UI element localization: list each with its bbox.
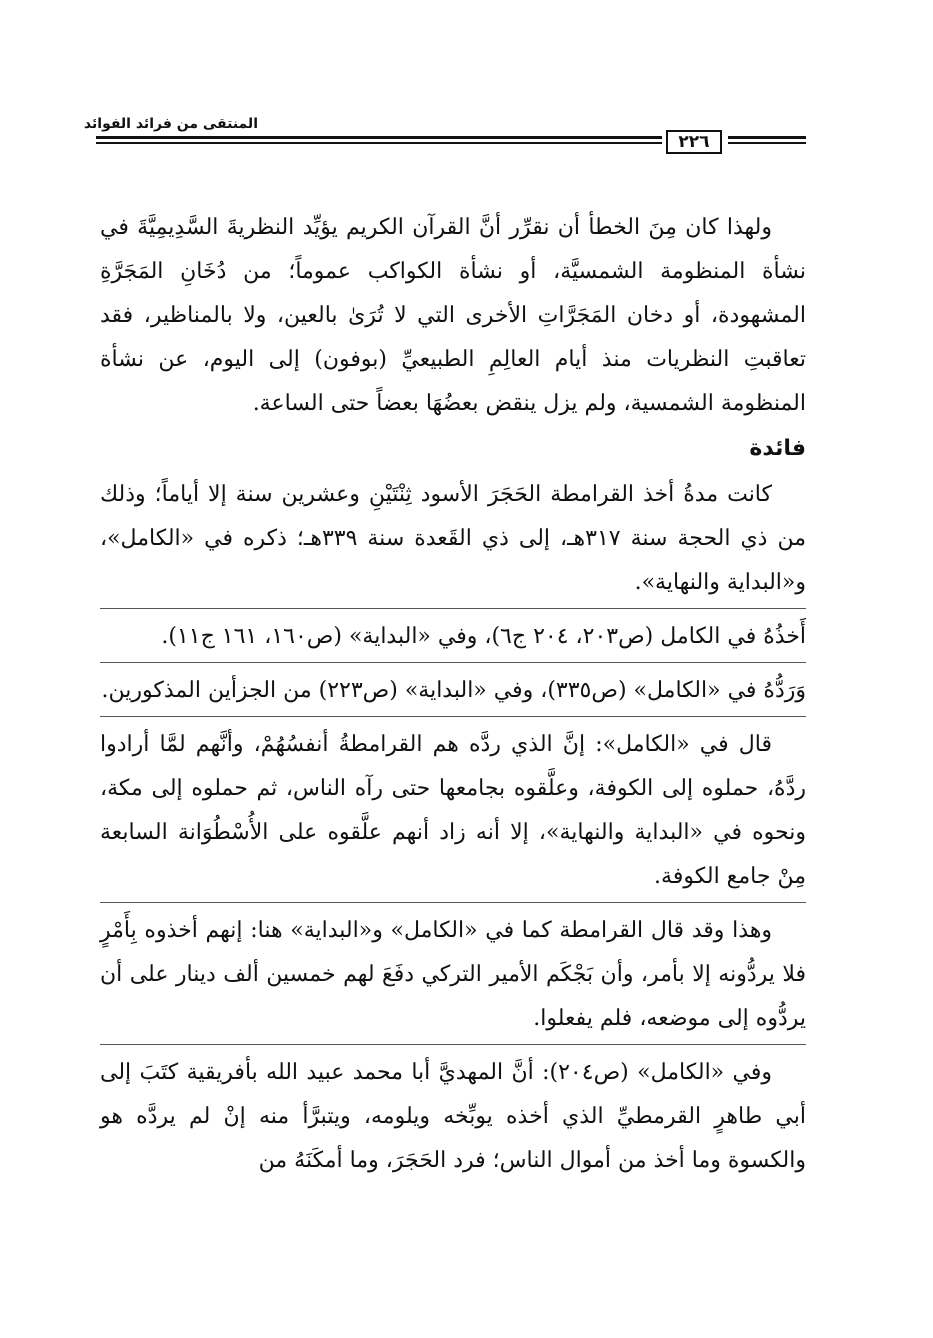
header-rule-left-top: [728, 136, 806, 139]
paragraph-taking-reference: أَخذُهُ في الكامل (ص٢٠٣، ٢٠٤ ج٦)، وفي «البداية» (ص١٦٠، ١٦١ ج١١).: [161, 624, 806, 649]
paragraph-bajkam-offer: وهذا وقد قال القرامطة كما في «الكامل» و«البداية» هنا: إنهم أخذوه بِأَمْرٍ فلا يردُّونه إلا بأمر، وأن بَجْكَم الأمير التركي دفَعَ لهم خمسين ألف دينار على أن يردُّوه إلى موضعه، فلم يفعلوا.: [100, 918, 806, 1031]
page-body: [100, 206, 806, 1186]
header-rule-right-bottom: [96, 142, 662, 144]
section-heading: فائدة: [749, 436, 806, 461]
paragraph-return-reference: وَرَدُّهُ في «الكامل» (ص٣٣٥)، وفي «البداية» (ص٢٢٣) من الجزأين المذكورين.: [101, 678, 806, 703]
divider: [100, 1044, 806, 1045]
page-number: ٢٢٦: [666, 130, 722, 154]
paragraph-kamil-account: قال في «الكامل»: إنَّ الذي ردَّه هم القرامطةُ أنفسُهُمْ، وأنَّهم لمَّا أرادوا ردَّهُ، حملوه إلى الكوفة، وعلَّقوه بجامعها حتى رآه الناس، ثم حملوه إلى مكة، ونحوه في «البداية والنهاية»، إلا أنه زاد أنهم علَّقوه على الأُسْطُوَانة السابعة مِنْ جامع الكوفة.: [100, 732, 806, 889]
header-rule-left-bottom: [728, 142, 806, 144]
paragraph-black-stone-duration: كانت مدةُ أخذ القرامطة الحَجَرَ الأسود ثِنْتَيْنِ وعشرين سنة إلا أياماً؛ وذلك من ذي الحجة سنة ٣١٧هـ، إلى ذي القَعدة سنة ٣٣٩هـ؛ ذكره في «الكامل»، و«البداية والنهاية».: [100, 482, 806, 595]
paragraph-mahdi-letter: وفي «الكامل» (ص٢٠٤): أنَّ المهديَّ أبا محمد عبيد الله بأفريقية كتَبَ إلى أبي طاهرٍ القرمطيِّ الذي أخذه يوبِّخه ويلومه، ويتبرَّأ منه إنْ لم يردَّه هو والكسوة وما أخذ من أموال الناس؛ فرد الحَجَرَ، وما أمكَنَهُ من: [100, 1060, 806, 1173]
running-header-title: المنتقى من فرائد الفوائد: [83, 116, 258, 132]
header-rule-right-top: [96, 136, 662, 139]
divider: [100, 662, 806, 663]
divider: [100, 902, 806, 903]
divider: [100, 608, 806, 609]
paragraph-nebula-theory: ولهذا كان مِنَ الخطأ أن نقرِّر أنَّ القرآن الكريم يؤيِّد النظريةَ السَّدِيمِيَّةَ في نشأة المنظومة الشمسيَّة، أو نشأة الكواكب عموماً؛ من دُخَانِ المَجَرَّةِ المشهودة، أو دخان المَجَرَّاتِ الأخرى التي لا تُرَىٰ بالعين، ولا بالمناظير، فقد تعاقبتِ النظريات منذ أيام العالِمِ الطبيعيِّ (بوفون) إلى اليوم، عن نشأة المنظومة الشمسية، ولم يزل ينقض بعضُهَا بعضاً حتى الساعة.: [100, 215, 806, 416]
divider: [100, 716, 806, 717]
